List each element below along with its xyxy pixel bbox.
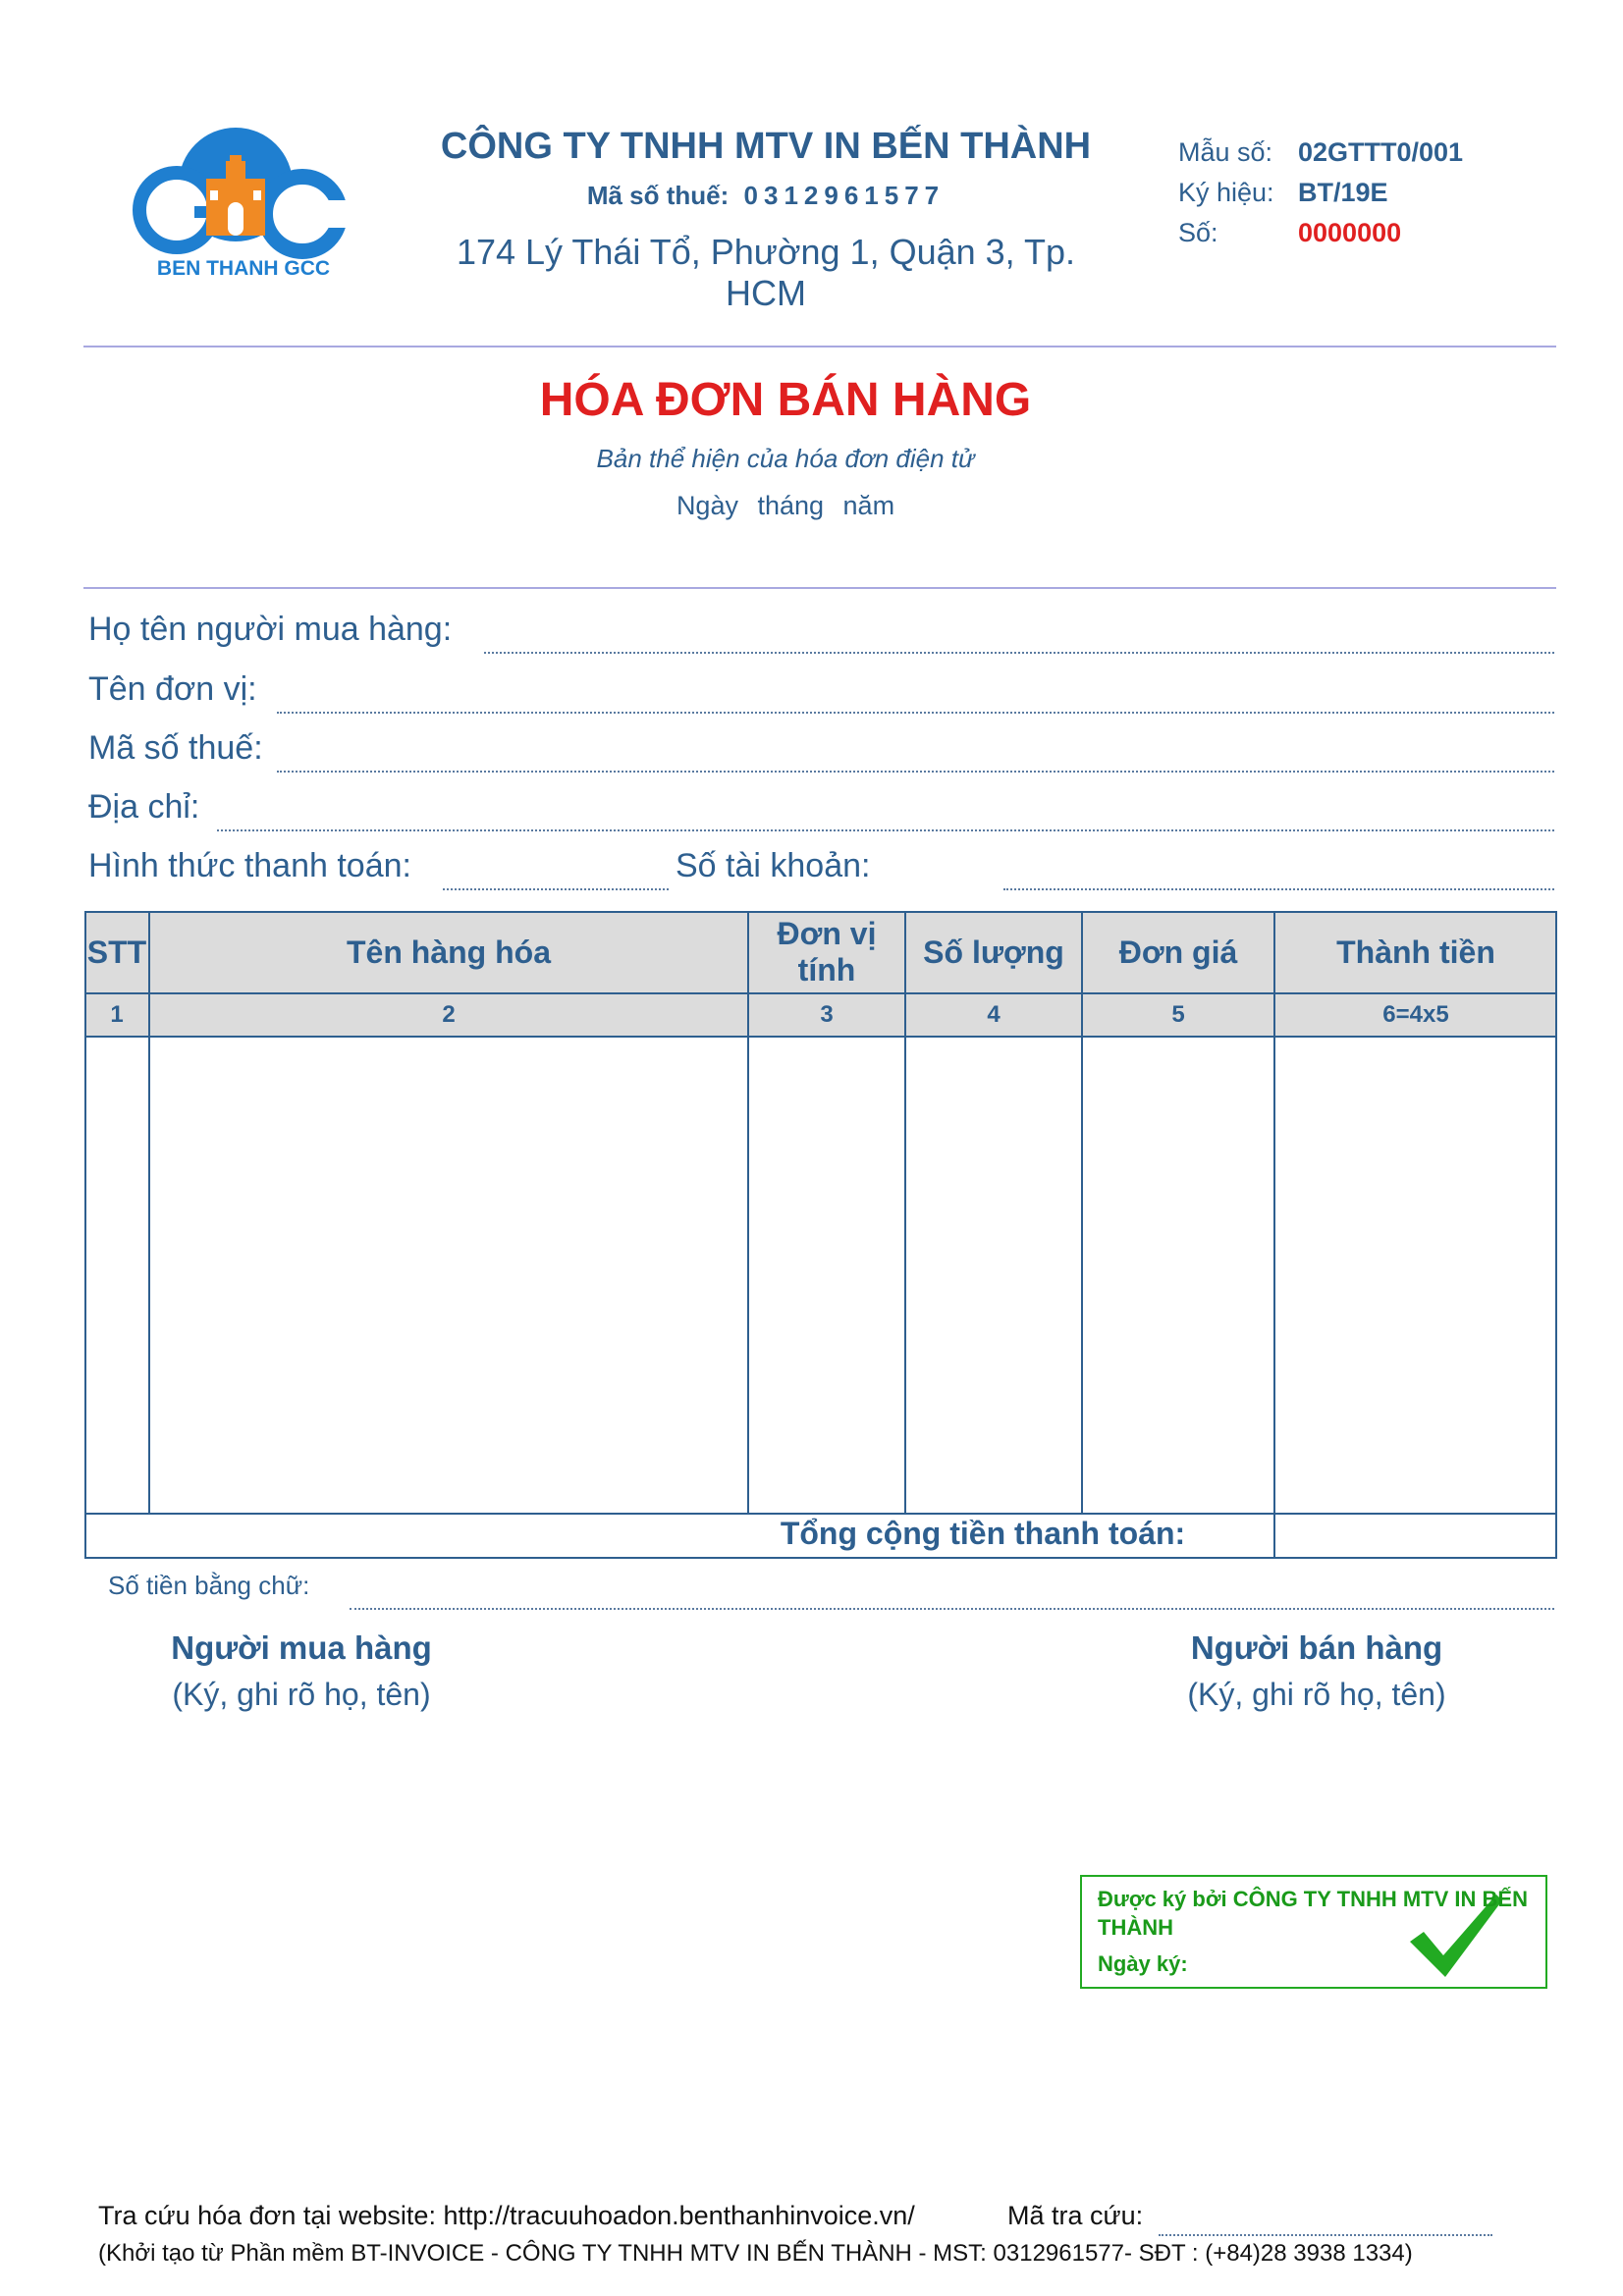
header-item-name: Tên hàng hóa (347, 934, 551, 970)
company-logo (126, 120, 361, 287)
buyer-tax-code-label: Mã số thuế: (88, 729, 263, 767)
amount-in-words-field[interactable] (350, 1608, 1554, 1610)
buyer-address-label: Địa chỉ: (88, 788, 200, 826)
header-stt: STT (86, 934, 147, 970)
invoice-subtitle: Bản thể hiện của hóa đơn điện tử (596, 444, 975, 473)
tax-code-value: 0312961577 (743, 181, 946, 210)
buyer-tax-code-field[interactable] (277, 771, 1554, 773)
buyer-name-field[interactable] (484, 652, 1554, 654)
account-number-field[interactable] (1003, 888, 1554, 890)
buyer-name-label: Họ tên người mua hàng: (88, 611, 453, 648)
seller-signature-note: (Ký, ghi rõ họ, tên) (1187, 1677, 1446, 1712)
lookup-code-label: Mã tra cứu: (1007, 2201, 1144, 2230)
signed-by-text: Được ký bởi CÔNG TY TNHH MTV IN BẾN THÀNH (1098, 1887, 1528, 1940)
header-amount: Thành tiền (1336, 934, 1495, 970)
form-number-value: 02GTTT0/001 (1298, 137, 1464, 167)
payment-method-field[interactable] (443, 888, 669, 890)
company-name: CÔNG TY TNHH MTV IN BẾN THÀNH (440, 126, 1092, 167)
amount-in-words-label: Số tiền bằng chữ: (108, 1571, 310, 1600)
buyer-address-field[interactable] (217, 829, 1554, 831)
colnum-1: 1 (110, 1001, 124, 1028)
seller-signature-title: Người bán hàng (1190, 1629, 1443, 1666)
form-number-label: Mẫu số: (1178, 137, 1273, 167)
items-table (84, 911, 1557, 1559)
unit-name-label: Tên đơn vị: (88, 670, 257, 708)
invoice-title: HÓA ĐƠN BÁN HÀNG (539, 374, 1032, 426)
invoice-number-label: Số: (1178, 218, 1218, 247)
symbol-label: Ký hiệu: (1178, 178, 1274, 207)
colnum-5: 5 (1171, 1001, 1185, 1028)
buyer-signature-title: Người mua hàng (171, 1629, 432, 1666)
company-address: 174 Lý Thái Tổ, Phường 1, Quận 3, Tp. HCM (456, 232, 1076, 313)
colnum-2: 2 (442, 1001, 456, 1028)
header-divider (83, 346, 1556, 347)
total-label: Tổng cộng tiền thanh toán: (780, 1516, 1186, 1551)
colnum-3: 3 (820, 1001, 834, 1028)
lookup-code-field[interactable] (1159, 2234, 1492, 2236)
header-quantity: Số lượng (923, 934, 1064, 970)
tax-code-label: Mã số thuế: (586, 181, 730, 210)
colnum-4: 4 (987, 1001, 1001, 1028)
header-unit: Đơn vị tính (777, 916, 877, 988)
digital-signature-stamp (1080, 1875, 1547, 1989)
footer-website-line: Tra cứu hóa đơn tại website: http://tracuuhoadon.benthanhinvoice.vn/ (98, 2201, 915, 2230)
logo-text: BEN THANH GCC (156, 257, 331, 280)
sign-date-label: Ngày ký: (1098, 1951, 1188, 1976)
invoice-date-line: Ngày tháng năm (676, 491, 895, 520)
account-number-label: Số tài khoản: (676, 847, 871, 884)
unit-name-field[interactable] (277, 712, 1554, 714)
title-divider (83, 587, 1556, 589)
footer-credit-line: (Khởi tạo từ Phần mềm BT-INVOICE - CÔNG TY TNHH MTV IN BẾN THÀNH - MST: 0312961577- SĐT : (+84)28 3938 1334) (98, 2240, 1413, 2267)
symbol-value: BT/19E (1298, 178, 1388, 207)
header-unit-price: Đơn giá (1118, 934, 1238, 970)
invoice-number-value: 0000000 (1298, 218, 1402, 247)
buyer-signature-note: (Ký, ghi rõ họ, tên) (172, 1677, 431, 1712)
company-tax-code (412, 181, 1119, 211)
payment-method-label: Hình thức thanh toán: (88, 847, 411, 884)
colnum-6: 6=4x5 (1382, 1001, 1449, 1028)
